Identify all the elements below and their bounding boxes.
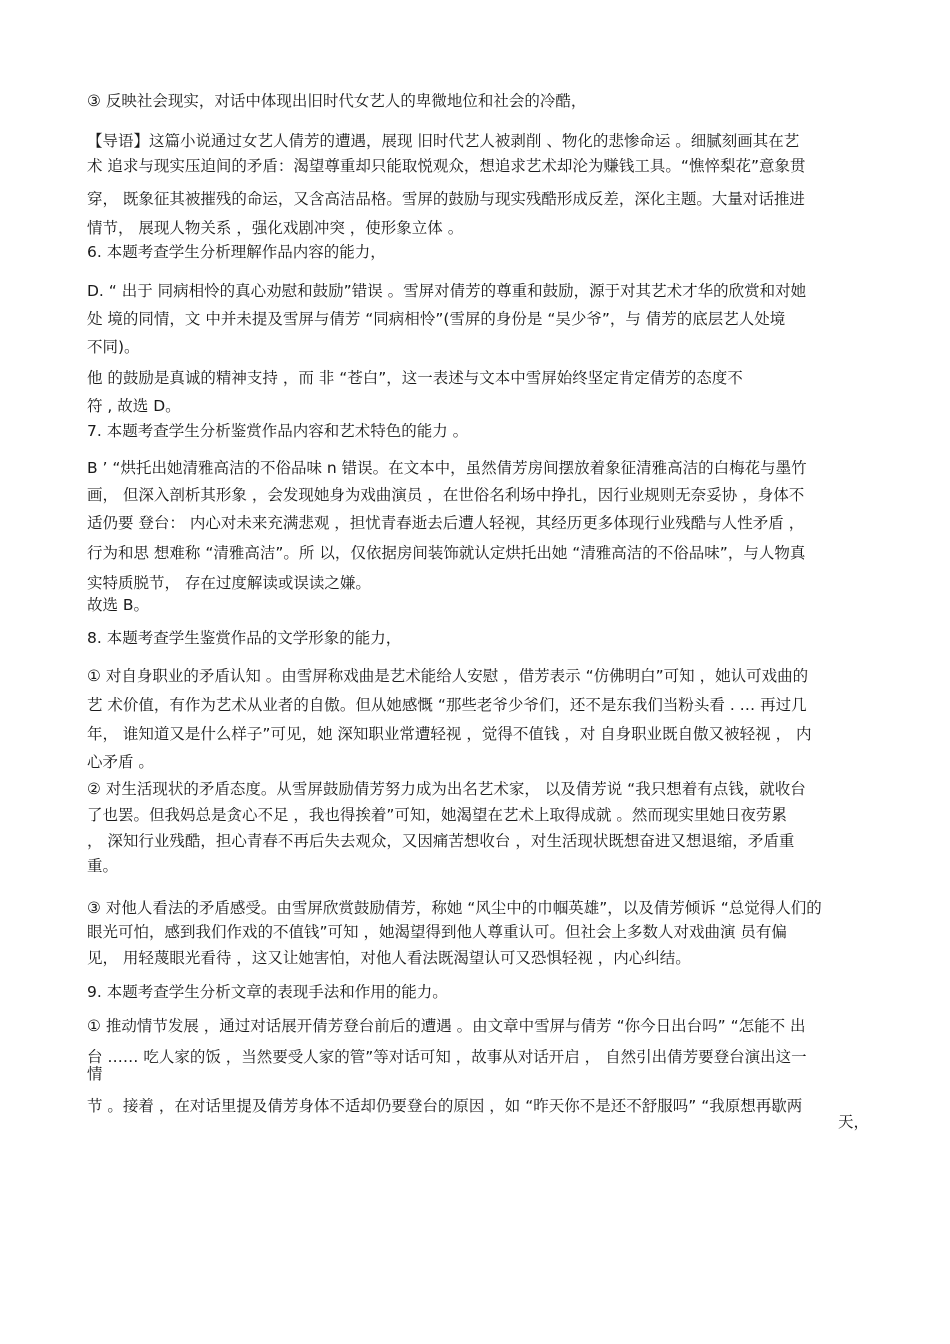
text-line: 处 境的同情，文 中并未提及雪屏与倩芳 “同病相怜”(雪屏的身份是 “吴少爷”，与 倩芳的底层艺人处境 [87,310,786,328]
text-line: 情 [87,1065,103,1083]
text-line: 节 。接着 ，在对话里提及倩芳身体不适却仍要登台的原因 ，如 “昨天你不是还不舒服吗” “我原想再歇两 [87,1097,803,1115]
text-line: ① 对自身职业的矛盾认知 。由雪屏称戏曲是艺术能给人安慰 ，借芳表示 “仿佛明白”可知 ，她认可戏曲的 [87,667,809,685]
text-line: 故选 B。 [87,596,150,614]
text-line: ① 推动情节发展 ，通过对话展开倩芳登台前后的遭遇 。由文章中雪屏与倩芳 “你今日出台吗” “怎能不 出 [87,1017,806,1035]
text-line: 重。 [87,857,119,875]
text-line: 7. 本题考查学生分析鉴赏作品内容和艺术特色的能力 。 [87,422,469,440]
text-line: 【导语】这篇小说通过女艺人倩芳的遭遇，展现 旧时代艺人被剥削 、物化的悲惨命运 。细腻刻画其在艺 [87,132,800,150]
text-line: 行为和思 想难称 “清雅高洁”。所 以，仅依据房间装饰就认定烘托出她 “清雅高洁的不俗品味”，与人物真 [87,544,806,562]
text-line: 情节， 展现人物关系 ，强化戏剧冲突 ，使形象立体 。 [87,219,464,237]
text-line-tail: 天， [838,1113,870,1131]
text-line: 术 追求与现实压迫间的矛盾：渴望尊重却只能取悦观众，想追求艺术却沦为赚钱工具。“憔悴梨花”意象贯 [87,157,806,175]
text-line: ， 深知行业残酷，担心青春不再后失去观众，又因痛苦想收台 ，对生活现状既想奋进又想退缩，矛盾重 [87,832,795,850]
text-line: 他 的鼓励是真诚的精神支持 ，而 非 “苍白”，这一表述与文本中雪屏始终坚定肯定倩芳的态度不 [87,369,743,387]
text-line: 适仍要 登台： 内心对未来充满悲观 ，担忧青春逝去后遭人轻视，其经历更多体现行业残酷与人性矛盾 ， [87,514,805,532]
text-line: 画， 但深入剖析其形象 ，会发现她身为戏曲演员 ，在世俗名利场中挣扎，因行业规则无奈妥协 ，身体不 [87,486,805,504]
text-line: ③ 反映社会现实，对话中体现出旧时代女艺人的卑微地位和社会的冷酷， [87,92,587,110]
text-line: 符 , 故选 D。 [87,397,181,415]
text-line: 8. 本题考查学生鉴赏作品的文学形象的能力， [87,629,402,647]
text-line: 实特质脱节， 存在过度解读或误读之嫌。 [87,574,371,592]
text-line: 心矛盾 。 [87,753,154,771]
text-line: 年， 谁知道又是什么样子”可见，她 深知职业常遭轻视 ，觉得不值钱 ，对 自身职业既自傲又被轻视 ， 内 [87,725,812,743]
text-line: B ’ “烘托出她清雅高洁的不俗品味 n 错误。在文本中，虽然倩芳房间摆放着象征清雅高洁的白梅花与墨竹 [87,459,807,477]
text-line: 台 …… 吃人家的饭 ，当然要受人家的管”等对话可知 ，故事从对话开启 ， 自然引出倩芳要登台演出这一 [87,1048,807,1066]
text-line: 见， 用轻蔑眼光看待 ，这又让她害怕，对他人看法既渴望认可又恐惧轻视 ，内心纠结。 [87,949,691,967]
text-line: ③ 对他人看法的矛盾感受。由雪屏欣赏鼓励倩芳，称她 “风尘中的巾帼英雄”，以及倩芳倾诉 “总觉得人们的 [87,899,822,917]
text-line: ② 对生活现状的矛盾态度。从雪屏鼓励倩芳努力成为出名艺术家， 以及倩芳说 “我只想着有点钱，就收台 [87,780,806,798]
text-line: 9. 本题考查学生分析文章的表现手法和作用的能力。 [87,983,448,1001]
text-line: 穿， 既象征其被摧残的命运，又含高洁品格。雪屏的鼓励与现实残酷形成反差，深化主题。大量对话推进 [87,190,805,208]
text-line: 眼光可怕，感到我们作戏的不值钱”可知 ，她渴望得到他人尊重认可。但社会上多数人对戏曲演 员有偏 [87,923,787,941]
text-line: 不同)。 [87,338,140,356]
text-line: 了也罢。但我妈总是贪心不足 ，我也得挨着”可知，她渴望在艺术上取得成就 。然而现实里她日夜劳累 [87,806,787,824]
text-line: 6. 本题考查学生分析理解作品内容的能力， [87,243,386,261]
text-line: D. “ 出于 同病相怜的真心劝慰和鼓励”错误 。雪屏对倩芳的尊重和鼓励，源于对其艺术才华的欣赏和对她 [87,282,807,300]
text-line: 艺 术价值，有作为艺术从业者的自傲。但从她感慨 “那些老爷少爷们，还不是东我们当粉头看 . … 再过几 [87,696,807,714]
